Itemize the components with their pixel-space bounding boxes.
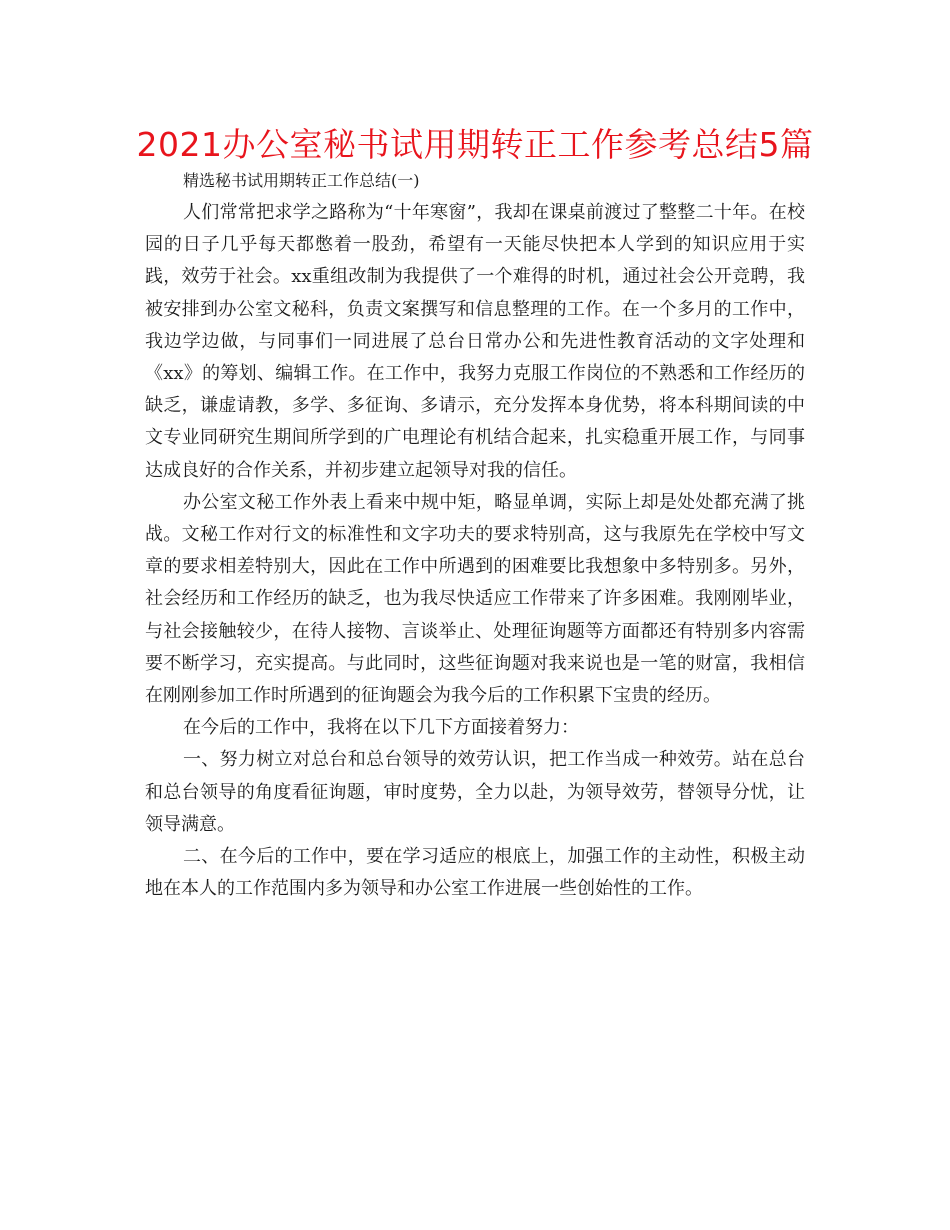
- document-body: [145, 165, 805, 905]
- paragraph-3: 在今后的工作中，我将在以下几下方面接着努力：: [183, 717, 579, 739]
- paragraph-1: 人们常常把求学之路称为“十年寒窗”，我却在课桌前渡过了整整二十年。在校园的日子几乎每天都憋着一股劲，希望有一天能尽快把本人学到的知识应用于实践，效劳于社会。xx重组改制为我提供了一个难得的时机，通过社会公开竞聘，我被安排到办公室文秘科，负责文案撰写和信息整理的工作。在一个多月的工作中，我边学边做，与同事们一同进展了总台日常办公和先进性教育活动的文字处理和《xx》的筹划、编辑工作。在工作中，我努力克服工作岗位的不熟悉和工作经历的缺乏，谦虚请教，多学、多征询、多请示，充分发挥本身优势，将本科期间读的中文专业同研究生期间所学到的广电理论有机结合起来，扎实稳重开展工作，与同事达成良好的合作关系，并初步建立起领导对我的信任。: [145, 202, 805, 481]
- paragraph-5: 二、在今后的工作中，要在学习适应的根底上，加强工作的主动性，积极主动地在本人的工作范围内多为领导和办公室工作进展一些创始性的工作。: [145, 846, 805, 900]
- paragraph-4: 一、努力树立对总台和总台领导的效劳认识，把工作当成一种效劳。站在总台和总台领导的角度看征询题，审时度势，全力以赴，为领导效劳，替领导分忧，让领导满意。: [145, 749, 805, 835]
- document-title: 2021办公室秘书试用期转正工作参考总结5篇: [136, 125, 814, 164]
- paragraph-2: 办公室文秘工作外表上看来中规中矩，略显单调，实际上却是处处都充满了挑战。文秘工作对行文的标准性和文字功夫的要求特别高，这与我原先在学校中写文章的要求相差特别大，因此在工作中所遇到的困难要比我想象中多特别多。另外，社会经历和工作经历的缺乏，也为我尽快适应工作带来了许多困难。我刚刚毕业，与社会接触较少，在待人接物、言谈举止、处理征询题等方面都还有特别多内容需要不断学习，充实提高。与此同时，这些征询题对我来说也是一笔的财富，我相信在刚刚参加工作时所遇到的征询题会为我今后的工作积累下宝贵的经历。: [145, 491, 805, 707]
- document-subheading: 精选秘书试用期转正工作总结(一): [183, 171, 420, 190]
